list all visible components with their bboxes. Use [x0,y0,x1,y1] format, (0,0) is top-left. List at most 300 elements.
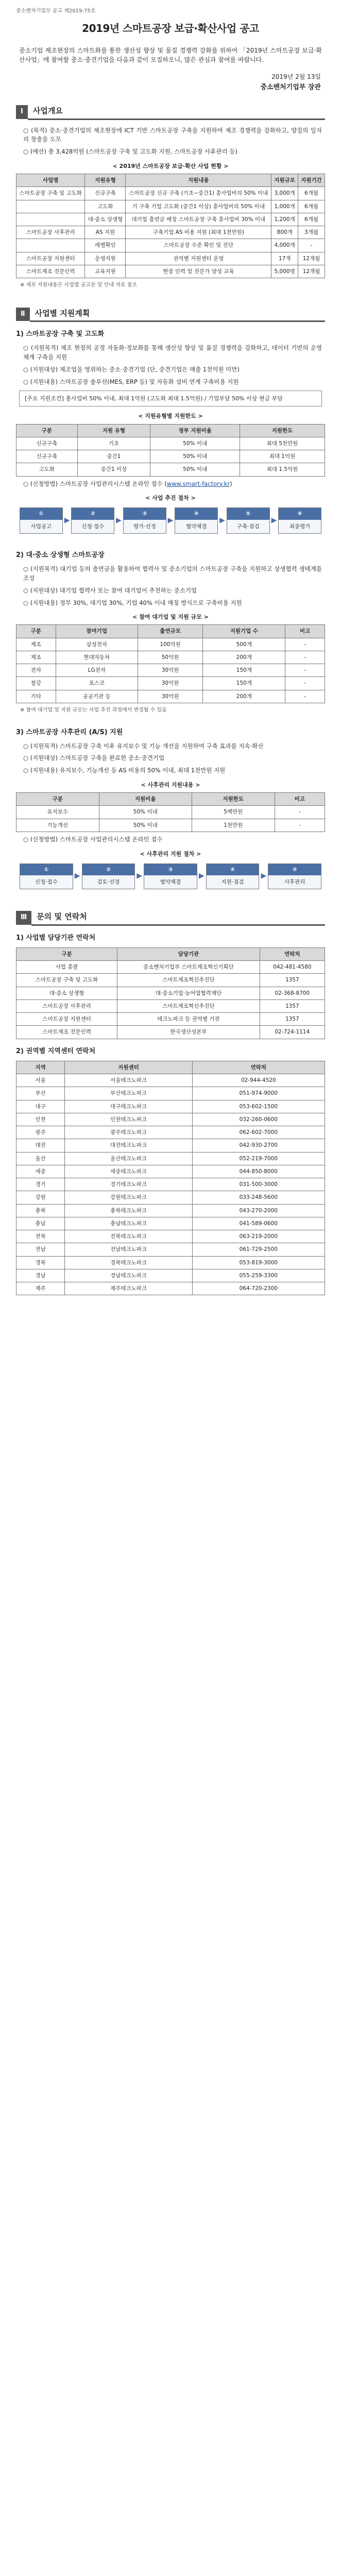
sub3-flow-step-label: 사후관리 [268,875,321,889]
section-2-number: Ⅱ [16,308,30,321]
sub2-table-row [16,664,325,677]
sub3-paragraph-2: ○ (지원대상) 스마트공장 구축을 완료한 중소·중견기업 [23,754,165,762]
sub2-table-cell: 200개 [203,651,285,664]
arrow-right-icon: ▶ [198,872,204,880]
sub2-table-cell: 제조 [16,638,56,651]
section-3-number: Ⅲ [16,911,31,924]
arrow-right-icon: ▶ [116,516,122,524]
sub2-table-header-cell: 출연규모 [138,625,202,638]
overview-table-header-cell: 지원내용 [126,174,271,187]
contact-table-2-cell: 강원 [16,1191,65,1204]
sub2-table-caption: < 참여 대기업 및 지원 규모 > [132,614,209,621]
overview-table-cell: 구축기업 AS 비용 지원 (최대 1천만원) [126,226,271,239]
sub1-flow-step [123,507,166,534]
contact-table-2-cell: 광주테크노파크 [65,1126,192,1139]
sub3-flow-step-label: 검토·선정 [82,875,135,889]
sub2-table-header-cell: 지원기업 수 [203,625,285,638]
contact-table-2-cell: 전남테크노파크 [65,1243,192,1256]
contact-table-2-cell: 인천 [16,1113,65,1126]
contact-table-1-header-cell: 구분 [16,947,117,960]
sub2-table-cell: 공공기관 등 [56,690,138,703]
sub1-process-flow [18,507,323,534]
contact-table-2-cell: 062-602-7000 [192,1126,325,1139]
contact-table-2-cell: 경북 [16,1256,65,1269]
sub1-flow-step-label: 최종평가 [279,520,321,533]
sub3-table-cell: 5백만원 [192,806,275,819]
sub1-table-header-cell: 지원 유형 [77,424,150,437]
overview-table-row [16,187,325,200]
sub2-table-cell: - [285,690,325,703]
overview-table-cell: 1,200개 [271,213,298,226]
sub3-table-cell: 50% 이내 [99,819,192,832]
overview-table-cell: 12개월 [298,265,325,278]
overview-table-cell: 레벨확인 [85,239,126,252]
contact-table-2-row [16,1243,325,1256]
contact-table-2-cell: 043-270-2000 [192,1204,325,1217]
contact-table-2-cell: 울산 [16,1152,65,1165]
sub1-table-header-cell: 정부 지원비율 [150,424,240,437]
contact-table-1-row [16,960,325,973]
contact-table-2-cell: 충남 [16,1217,65,1230]
overview-table-header-cell: 지원유형 [85,174,126,187]
contact-table-2-cell: 대구 [16,1100,65,1113]
overview-table-cell [16,200,85,213]
contact-table-1-cell: 중소벤처기업부 스마트제조혁신기획단 [117,960,260,973]
sub3-flow-step [268,863,321,890]
sub3-flow-step-label: 협약체결 [144,875,197,889]
sub1-flow-step [175,507,218,534]
sub3-flow-step-label: 신청·접수 [20,875,73,889]
overview-table-cell: 스마트공장 지원센터 [16,252,85,265]
sub1-flow-step-number: ② [72,508,114,519]
contact-table-1-row [16,1026,325,1039]
contact-table-2-row [16,1100,325,1113]
contact-table-1-cell: 1357 [260,999,325,1012]
contact-table-2-cell: 인천테크노파크 [65,1113,192,1126]
contact-table-2-row [16,1217,325,1230]
arrow-right-icon: ▶ [261,872,267,880]
sub3-paragraph-3: ○ (지원내용) 유지보수, 기능개선 등 AS 비용의 50% 이내, 최대 1천만원 지원 [23,767,226,774]
contact-table-2-header-cell: 지역 [16,1061,65,1074]
arrow-right-icon: ▶ [64,516,70,524]
sub1-flow-step-number: ① [20,508,62,519]
contact-table-2-row [16,1282,325,1295]
section-1-number: Ⅰ [16,105,28,118]
contact-table-2-cell: 042-930-2700 [192,1139,325,1152]
contact-table-2-cell: 강원테크노파크 [65,1191,192,1204]
overview-table-cell: 6개월 [298,213,325,226]
overview-table-cell: 신규구축 [85,187,126,200]
sub2-table-header-cell: 참여기업 [56,625,138,638]
contact-table-2-cell: 경북테크노파크 [65,1256,192,1269]
contact-table-2-cell: 052-219-7000 [192,1152,325,1165]
section-1-title [16,104,325,120]
sub1-table-cell: 50% 이내 [150,437,240,450]
contact-table-1-cell: 스마트공장 구축 및 고도화 [16,974,117,987]
sub3-table-cell: 기능개선 [16,819,99,832]
sub3-flow-step-number: ② [82,864,135,875]
sub1-table [16,424,325,477]
contact-sub1-title: 1) 사업별 담당기관 연락처 [16,934,96,942]
section-2-label: 사업별 지원계획 [30,307,325,322]
sub3-table-cell: 1천만원 [192,819,275,832]
sub3-table-header-cell: 구분 [16,793,99,806]
section-3-label: 문의 및 연락처 [31,910,325,925]
sub1-flow-step [278,507,321,534]
overview-budget: ○ (예산) 총 3,428억원 (스마트공장 구축 및 고도화 지원, 스마트공장 사후관리 등) [23,148,237,156]
sub1-paragraph-4: ○ (신청방법) 스마트공장 사업관리시스템 온라인 접수 (www.smart-factory.kr) [23,480,232,487]
sub2-table-cell: 30억원 [138,664,202,677]
contact-table-2-row [16,1165,325,1178]
contact-table-2-row [16,1204,325,1217]
sub2-table-cell: 500개 [203,638,285,651]
sub1-flow-step-number: ⑤ [227,508,269,519]
sub2-table-cell: 50억원 [138,651,202,664]
contact-table-2-cell: 서울테크노파크 [65,1074,192,1087]
contact-table-2-cell: 부산테크노파크 [65,1087,192,1100]
contact-table-1-cell: 02-368-8700 [260,987,325,999]
sub3-title: 3) 스마트공장 사후관리 (A/S) 지원 [16,728,123,736]
sub2-paragraph-1: ○ (지원목적) 대기업 등의 출연금을 활용하여 협력사 및 중소기업의 스마트공장 구축을 지원하고 상생협력 생태계를 조성 [23,565,322,582]
intro-paragraph: 중소기업 제조현장의 스마트화를 통한 생산성 향상 및 품질 경쟁력 강화를 위하여 「2019년 스마트공장 보급·확산사업」에 참여할 중소·중견기업을 다음과 같이 모집하오니, 많은 관심과 참여를 바랍니다. [19,46,322,64]
sub2-table-cell: - [285,651,325,664]
contact-table-2-row [16,1191,325,1204]
sub3-table-caption: < 사후관리 지원내용 > [141,782,200,789]
overview-table-cell: 스마트공장 사후관리 [16,226,85,239]
sub3-table-header-cell: 지원한도 [192,793,275,806]
sub2-table-header-cell: 비고 [285,625,325,638]
sub2-table-cell: 삼성전자 [56,638,138,651]
contact-table-2-cell: 대전 [16,1139,65,1152]
overview-table-row [16,226,325,239]
overview-table-cell: 스마트공장 구축 및 고도화 [16,187,85,200]
sub3-flow-step [82,863,135,890]
overview-table-cell: 고도화 [85,200,126,213]
contact-table-2-row [16,1139,325,1152]
section-3-title [16,910,325,925]
smart-factory-site-link[interactable]: www.smart-factory.kr [166,480,230,487]
overview-table-row [16,213,325,226]
contact-table-1-cell: 스마트공장 사후관리 [16,999,117,1012]
sub1-table-cell: 50% 이내 [150,450,240,463]
notice-number: 중소벤처기업부 공고 제2019-75호 [16,8,96,14]
sub1-paragraph-3: ○ (지원내용) 스마트공장 솔루션(MES, ERP 등) 및 자동화 설비 연계 구축비용 지원 [23,378,239,385]
sub2-table-row [16,690,325,703]
sub1-flow-step-label: 구축·점검 [227,520,269,533]
contact-table-2-cell: 충북 [16,1204,65,1217]
sub1-flow-step [20,507,63,534]
contact-table-1-header-cell: 담당기관 [117,947,260,960]
sub1-table-caption: < 지원유형별 지원한도 > [138,413,203,420]
sub1-table-cell: 최대 5천만원 [240,437,325,450]
sub3-process-flow [18,863,323,890]
contact-table-2-row [16,1126,325,1139]
contact-table-2-cell: 전북 [16,1230,65,1243]
contact-table-1-cell: 대·중소기업·농어업협력재단 [117,987,260,999]
sub1-flow-step-label: 신청·접수 [72,520,114,533]
overview-table-cell: 6개월 [298,187,325,200]
contact-table-2-cell: 044-850-8000 [192,1165,325,1178]
sub3-table [16,792,325,832]
contact-table-2-cell: 053-819-3000 [192,1256,325,1269]
sub3-paragraph-4: ○ (신청방법) 스마트공장 사업관리시스템 온라인 접수 [23,835,163,843]
contact-table-2-cell: 061-729-2500 [192,1243,325,1256]
contact-table-2-cell: 광주 [16,1126,65,1139]
arrow-right-icon: ▶ [219,516,225,524]
overview-table-cell [16,213,85,226]
sub3-table-cell: - [275,806,325,819]
sub1-flow-step-number: ③ [124,508,166,519]
contact-table-2-cell: 경남 [16,1269,65,1282]
contact-table-1-cell: 스마트제조 전문인력 [16,1026,117,1039]
contact-table-2-cell: 064-720-2300 [192,1282,325,1295]
overview-table-cell: 스마트공장 수준 확인 및 진단 [126,239,271,252]
contact-table-2-row [16,1113,325,1126]
sub3-flow-step-number: ① [20,864,73,875]
sub2-table-cell: 150개 [203,677,285,690]
contact-table-1-cell: 대·중소 상생형 [16,987,117,999]
sub2-table-row [16,638,325,651]
sub1-table-cell: 기초 [77,437,150,450]
sub1-title: 1) 스마트공장 구축 및 고도화 [16,330,105,338]
sub2-table-cell: 200개 [203,690,285,703]
overview-table-cell: 스마트공장 신규 구축 (기초~중간1) 총사업비의 50% 이내 [126,187,271,200]
contact-table-2-row [16,1087,325,1100]
overview-table-header-cell: 사업명 [16,174,85,187]
overview-note: ※ 세부 지원내용은 사업별 공고문 및 안내 자료 참조 [20,282,138,289]
contact-table-2-cell: 경기 [16,1178,65,1191]
sub2-table-header-cell: 구분 [16,625,56,638]
sub1-table-cell: 중간1 [77,450,150,463]
contact-table-2-row [16,1256,325,1269]
overview-table-row [16,239,325,252]
sub1-table-cell: 신규구축 [16,437,78,450]
sub1-table-row [16,463,325,476]
sub1-table-cell: 50% 이내 [150,463,240,476]
sub3-table-cell: - [275,819,325,832]
overview-table-row [16,252,325,265]
sub1-flow-step-label: 협약체결 [175,520,217,533]
sub2-paragraph-3: ○ (지원내용) 정부 30%, 대기업 30%, 기업 40% 이내 매칭 방식으로 구축비용 지원 [23,599,242,606]
contact-table-2-row [16,1178,325,1191]
section-2-title [16,307,325,322]
sub3-flow-step-label: 지원·점검 [207,875,259,889]
sub1-flow-step [227,507,270,534]
contact-table-1-cell: 사업 총괄 [16,960,117,973]
contact-table-2-cell: 제주테크노파크 [65,1282,192,1295]
sub3-table-row [16,819,325,832]
arrow-right-icon: ▶ [137,872,143,880]
sub1-flow-step-number: ④ [175,508,217,519]
contact-table-2-cell: 032-260-0600 [192,1113,325,1126]
sub1-flow-step-label: 사업공고 [20,520,62,533]
section-1-label: 사업개요 [28,104,325,120]
overview-table-cell: 현장 인력 및 전문가 양성 교육 [126,265,271,278]
overview-table-cell: 3개월 [298,226,325,239]
sub3-table-header-cell: 지원비율 [99,793,192,806]
contact-table-2-cell: 경기테크노파크 [65,1178,192,1191]
page-title: 2019년 스마트공장 보급·확산사업 공고 [82,22,259,35]
sub3-flow-caption: < 사후관리 지원 절차 > [140,850,201,857]
contact-table-1-header-cell: 연락처 [260,947,325,960]
contact-table-2-cell: 대구테크노파크 [65,1100,192,1113]
sub1-table-cell: 중간1 이상 [77,463,150,476]
sub2-table-cell: - [285,638,325,651]
sub2-note: ※ 참여 대기업 및 지원 규모는 사업 추진 과정에서 변경될 수 있음 [20,707,167,713]
contact-table-1 [16,947,325,1039]
contact-table-2-cell: 063-219-2000 [192,1230,325,1243]
sub1-table-cell: 고도화 [16,463,78,476]
overview-table-cell: - [298,239,325,252]
overview-table-cell: 800개 [271,226,298,239]
contact-sub2-title: 2) 권역별 지역센터 연락처 [16,1047,96,1055]
sub2-table-row [16,651,325,664]
contact-table-2-cell: 제주 [16,1282,65,1295]
overview-table-row [16,200,325,213]
sub1-paragraph-1: ○ (지원목적) 제조 현장의 공정 자동화·정보화를 통해 생산성 향상 및 품질 경쟁력을 강화하고, 데이터 기반의 운영체계 구축을 지원 [23,344,322,361]
contact-table-2-cell: 경남테크노파크 [65,1269,192,1282]
contact-table-2-cell: 053-602-1500 [192,1100,325,1113]
contact-table-2-cell: 전북테크노파크 [65,1230,192,1243]
sub3-flow-step [20,863,73,890]
overview-table-cell: 6개월 [298,200,325,213]
overview-table-header-cell: 지원기간 [298,174,325,187]
overview-table-cell: 스마트제조 전문인력 [16,265,85,278]
contact-table-2-cell: 031-500-3000 [192,1178,325,1191]
contact-table-1-row [16,987,325,999]
contact-table-1-cell: 한국생산성본부 [117,1026,260,1039]
notice-date: 2019년 2월 13일 [271,73,321,80]
contact-table-2-cell: 전남 [16,1243,65,1256]
sub2-table-cell: 철강 [16,677,56,690]
sub1-apply-text: ○ (신청방법) 스마트공장 사업관리시스템 온라인 접수 [23,480,163,487]
sub2-table-cell: 기타 [16,690,56,703]
overview-table-cell: 대·중소 상생형 [85,213,126,226]
overview-table-cell: 4,000개 [271,239,298,252]
contact-table-2-cell: 서울 [16,1074,65,1087]
sub2-table-cell: - [285,664,325,677]
contact-table-1-cell: 테크노파크 등 권역별 기관 [117,1013,260,1026]
overview-table-cell: 3,000개 [271,187,298,200]
overview-table-cell [16,239,85,252]
overview-table-header-cell: 지원규모 [271,174,298,187]
contact-table-2-cell: 세종테크노파크 [65,1165,192,1178]
contact-table-1-cell: 스마트제조혁신추진단 [117,974,260,987]
sub1-table-cell: 최대 1억원 [240,450,325,463]
contact-table-2-cell: 울산테크노파크 [65,1152,192,1165]
overview-table-cell: 17개 [271,252,298,265]
overview-table-cell: 권역별 지원센터 운영 [126,252,271,265]
notice-document [16,0,325,1295]
contact-table-1-row [16,999,325,1012]
contact-table-2-cell: 부산 [16,1087,65,1100]
sub1-table-cell: 신규구축 [16,450,78,463]
sub2-table-cell: 현대자동차 [56,651,138,664]
contact-table-1-cell: 스마트공장 지원센터 [16,1013,117,1026]
arrow-right-icon: ▶ [167,516,174,524]
contact-table-2-cell: 02-944-4520 [192,1074,325,1087]
sub2-table-cell: 전자 [16,664,56,677]
contact-table-2-row [16,1230,325,1243]
overview-table-cell: 1,000개 [271,200,298,213]
overview-table-cell: 운영지원 [85,252,126,265]
contact-table-2-row [16,1074,325,1087]
sub2-title: 2) 대·중소 상생형 스마트공장 [16,551,105,559]
overview-table-cell: AS 지원 [85,226,126,239]
sub1-table-header-cell: 지원한도 [240,424,325,437]
sub2-table-cell: 150개 [203,664,285,677]
sub2-paragraph-2: ○ (지원대상) 대기업 협력사 또는 참여 대기업이 추천하는 중소기업 [23,586,197,594]
contact-table-2 [16,1061,325,1296]
sub3-paragraph-1: ○ (지원목적) 스마트공장 구축 이후 유지보수 및 기능 개선을 지원하여 구축 효과를 지속·확산 [23,742,264,750]
contact-table-1-cell: 1357 [260,974,325,987]
sub3-flow-step [206,863,260,890]
overview-table-cell: 대기업 출연금 매칭 스마트공장 구축 총사업비 30% 이내 [126,213,271,226]
sub3-flow-step-number: ④ [207,864,259,875]
sub3-table-cell: 50% 이내 [99,806,192,819]
sub3-table-header-cell: 비고 [275,793,325,806]
sub2-table-row [16,677,325,690]
contact-table-2-header-cell: 연락처 [192,1061,325,1074]
sub2-table-cell: 100억원 [138,638,202,651]
sub2-table [16,624,325,703]
sub2-table-cell: - [285,677,325,690]
overview-table-cell: 12개월 [298,252,325,265]
overview-table-cell: 기 구축 기업 고도화 (중간1 이상) 총사업비의 50% 이내 [126,200,271,213]
sub3-flow-step [144,863,197,890]
contact-table-2-cell: 충남테크노파크 [65,1217,192,1230]
overview-table-row [16,265,325,278]
sub1-flow-step-label: 평가·선정 [124,520,166,533]
contact-table-1-cell: 02-724-1114 [260,1026,325,1039]
sub2-table-cell: LG전자 [56,664,138,677]
sub1-table-cell: 최대 1.5억원 [240,463,325,476]
sub3-table-cell: 유지보수 [16,806,99,819]
sub1-condition-box: [주요 지원조건] 총사업비 50% 이내, 최대 1억원 (고도화 최대 1.5억원) / 기업부담 50% 이상 현금 부담 [19,391,322,406]
overview-table-cell: 5,000명 [271,265,298,278]
sub2-table-cell: 제조 [16,651,56,664]
contact-table-1-cell: 스마트제조혁신추진단 [117,999,260,1012]
arrow-right-icon: ▶ [271,516,277,524]
contact-table-2-header-cell: 지원센터 [65,1061,192,1074]
sub2-table-cell: 포스코 [56,677,138,690]
arrow-right-icon: ▶ [74,872,80,880]
overview-table-cell: 교육지원 [85,265,126,278]
contact-table-2-cell: 033-248-5600 [192,1191,325,1204]
sub1-table-header-cell: 구분 [16,424,78,437]
sub2-table-cell: 30억원 [138,677,202,690]
sub3-flow-step-number: ⑤ [268,864,321,875]
contact-table-2-row [16,1269,325,1282]
sub3-flow-step-number: ③ [144,864,197,875]
notice-org: 중소벤처기업부 장관 [260,83,321,92]
sub1-flow-caption: < 사업 추진 절차 > [145,495,196,502]
contact-table-1-cell: 042-481-4580 [260,960,325,973]
contact-table-2-cell: 051-974-9000 [192,1087,325,1100]
contact-table-2-cell: 세종 [16,1165,65,1178]
overview-purpose: ○ (목적) 중소·중견기업의 제조현장에 ICT 기반 스마트공장 구축을 지원하여 제조 경쟁력을 강화하고, 양질의 일자리 창출을 도모 [23,126,322,143]
sub3-table-row [16,806,325,819]
contact-table-2-cell: 충북테크노파크 [65,1204,192,1217]
sub1-flow-step-number: ⑥ [279,508,321,519]
contact-table-2-cell: 대전테크노파크 [65,1139,192,1152]
sub1-table-row [16,437,325,450]
contact-table-2-cell: 055-259-3300 [192,1269,325,1282]
contact-table-1-row [16,974,325,987]
contact-table-1-cell: 1357 [260,1013,325,1026]
contact-table-1-row [16,1013,325,1026]
sub1-table-row [16,450,325,463]
